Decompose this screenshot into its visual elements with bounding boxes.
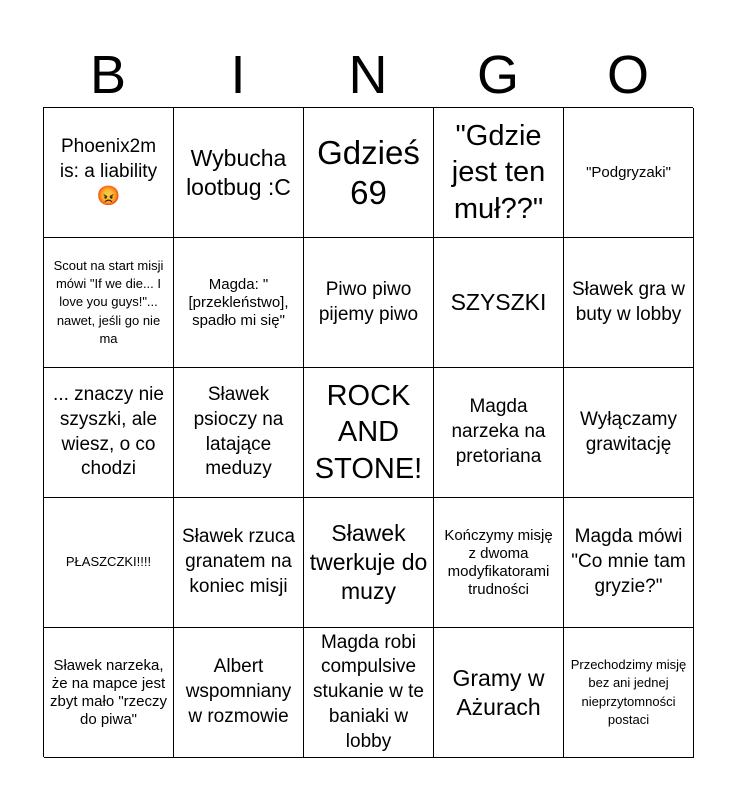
bingo-cell[interactable]: "Podgryzaki" [564,108,694,238]
bingo-cell[interactable]: SZYSZKI [434,238,564,368]
header-letter-b: B [89,45,127,105]
bingo-cell[interactable]: PŁASZCZKI!!!! [44,498,174,628]
header-letter-i: I [230,45,246,105]
bingo-cell[interactable]: "Gdzie jest ten muł??" [434,108,564,238]
bingo-cell[interactable]: Przechodzimy misję bez ani jednej nieprzytomności postaci [564,628,694,758]
bingo-cell[interactable]: Magda mówi "Co mnie tam gryzie?" [564,498,694,628]
bingo-cell[interactable]: Gdzieś 69 [304,108,434,238]
bingo-cell[interactable]: Magda narzeka na pretoriana [434,368,564,498]
bingo-cell[interactable]: Wybucha lootbug :C [174,108,304,238]
bingo-cell[interactable]: Kończymy misję z dwoma modyfikatorami trudności [434,498,564,628]
bingo-header [43,42,693,108]
bingo-cell[interactable]: Magda: "[przekleństwo], spadło mi się" [174,238,304,368]
bingo-cell[interactable]: Sławek twerkuje do muzy [304,498,434,628]
bingo-cell[interactable]: ROCK AND STONE! [304,368,434,498]
bingo-cell[interactable]: Phoenix2m is: a liability 😡 [44,108,174,238]
bingo-cell[interactable]: Gramy w Ażurach [434,628,564,758]
bingo-cell[interactable]: Sławek rzuca granatem na koniec misji [174,498,304,628]
bingo-cell[interactable]: Wyłączamy grawitację [564,368,694,498]
bingo-cell[interactable]: Scout na start misji mówi "If we die... I love you guys!"... nawet, jeśli go nie ma [44,238,174,368]
bingo-cell[interactable]: Magda robi compulsive stukanie w te baniaki w lobby [304,628,434,758]
bingo-cell[interactable]: Sławek psioczy na latające meduzy [174,368,304,498]
bingo-cell[interactable]: Albert wspomniany w rozmowie [174,628,304,758]
header-letter-n: N [348,45,388,105]
bingo-cell[interactable]: ... znaczy nie szyszki, ale wiesz, o co chodzi [44,368,174,498]
bingo-cell[interactable]: Piwo piwo pijemy piwo [304,238,434,368]
bingo-cell[interactable]: Sławek gra w buty w lobby [564,238,694,368]
bingo-cell[interactable]: Sławek narzeka, że na mapce jest zbyt mało "rzeczy do piwa" [44,628,174,758]
header-letter-o: O [606,45,649,105]
header-letter-g: G [476,45,519,105]
bingo-board [43,107,693,757]
